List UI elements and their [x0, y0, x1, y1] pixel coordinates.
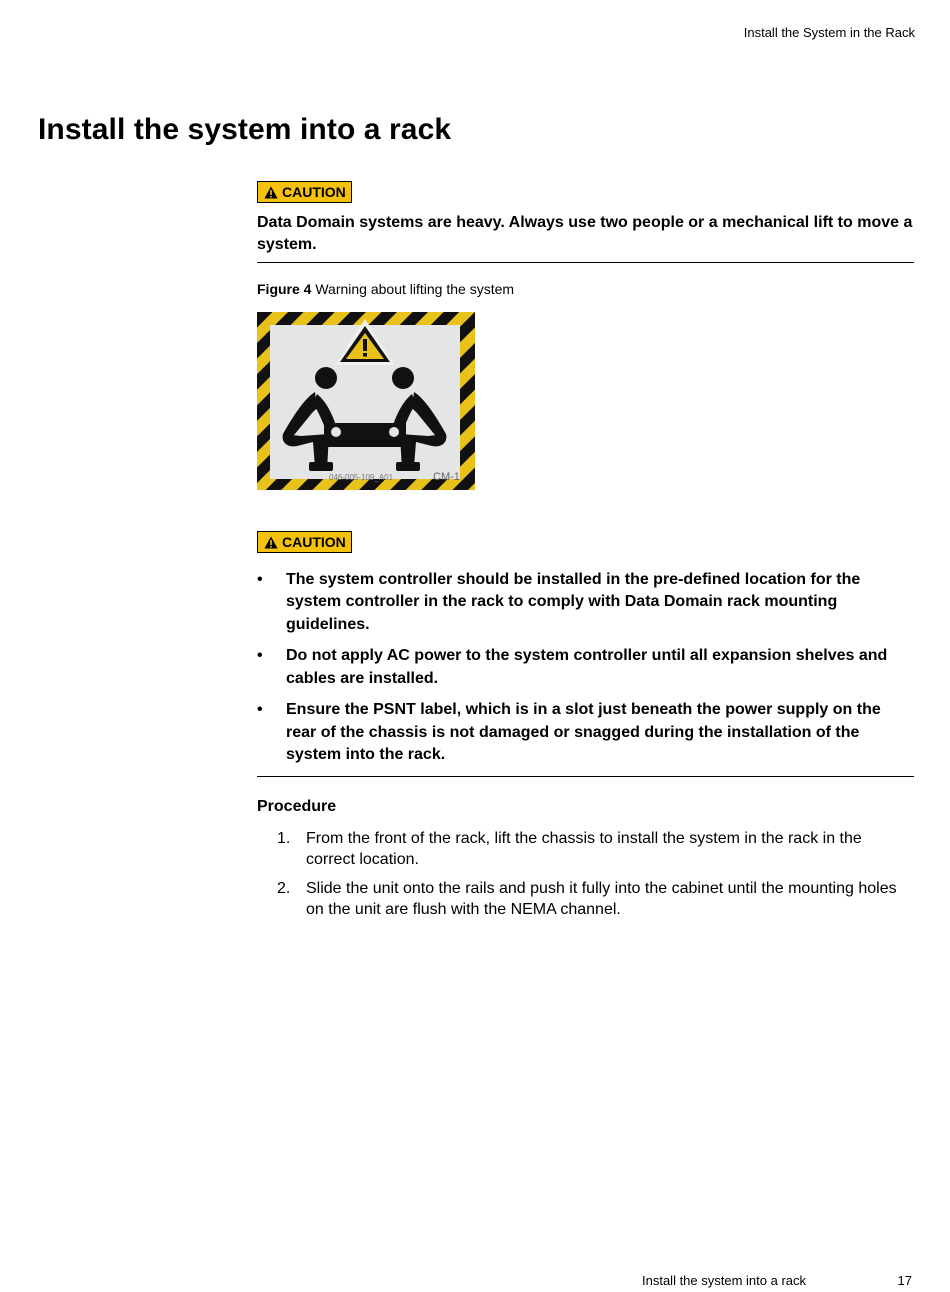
lifted-box-icon	[324, 423, 406, 447]
caution-text: Data Domain systems are heavy. Always use two people or a mechanical lift to move a system.	[257, 213, 913, 253]
procedure-steps	[257, 828, 914, 920]
caution-label: CAUTION	[282, 534, 346, 550]
caution-bullet-list	[257, 569, 914, 767]
caution-block-2	[257, 531, 914, 777]
warning-triangle-icon	[264, 186, 278, 199]
caution-label: CAUTION	[282, 184, 346, 200]
warning-triangle-icon	[264, 536, 278, 549]
divider	[257, 262, 914, 263]
caution-badge	[257, 181, 352, 203]
procedure-step: 2. Slide the unit onto the rails and push it fully into the cabinet until the mounting holes on the unit are flush with the NEMA channel.	[277, 880, 897, 918]
page-number: 17	[897, 1273, 912, 1288]
figure-caption-text: Warning about lifting the system	[315, 281, 515, 297]
list-item: • Do not apply AC power to the system controller until all expansion shelves and cables are installed.	[257, 647, 888, 687]
procedure-step: 1. From the front of the rack, lift the chassis to install the system in the rack in the correct location.	[277, 830, 862, 868]
two-person-lift-image	[257, 312, 475, 490]
running-header: Install the System in the Rack	[743, 25, 915, 40]
image-code-label: 046-005-109_A01	[329, 473, 394, 482]
caution-badge	[257, 531, 352, 553]
lifting-warning-figure	[257, 312, 475, 490]
divider	[257, 776, 914, 777]
footer-title: Install the system into a rack	[642, 1273, 807, 1288]
figure-number: Figure 4	[257, 281, 312, 297]
page-title: Install the system into a rack	[38, 113, 452, 146]
list-item: • Ensure the PSNT label, which is in a slot just beneath the power supply on the rear of the chassis is not damaged or snagged during the installation of the system into the rack.	[257, 701, 881, 763]
image-tag-label: CM-1	[433, 471, 460, 483]
caution-block-1	[257, 181, 914, 263]
procedure-heading: Procedure	[257, 798, 337, 815]
list-item: • The system controller should be installed in the pre-defined location for the system controller in the rack to comply with Data Domain rack mounting guidelines.	[257, 570, 861, 633]
figure-caption	[257, 281, 914, 297]
procedure-section	[257, 798, 914, 928]
